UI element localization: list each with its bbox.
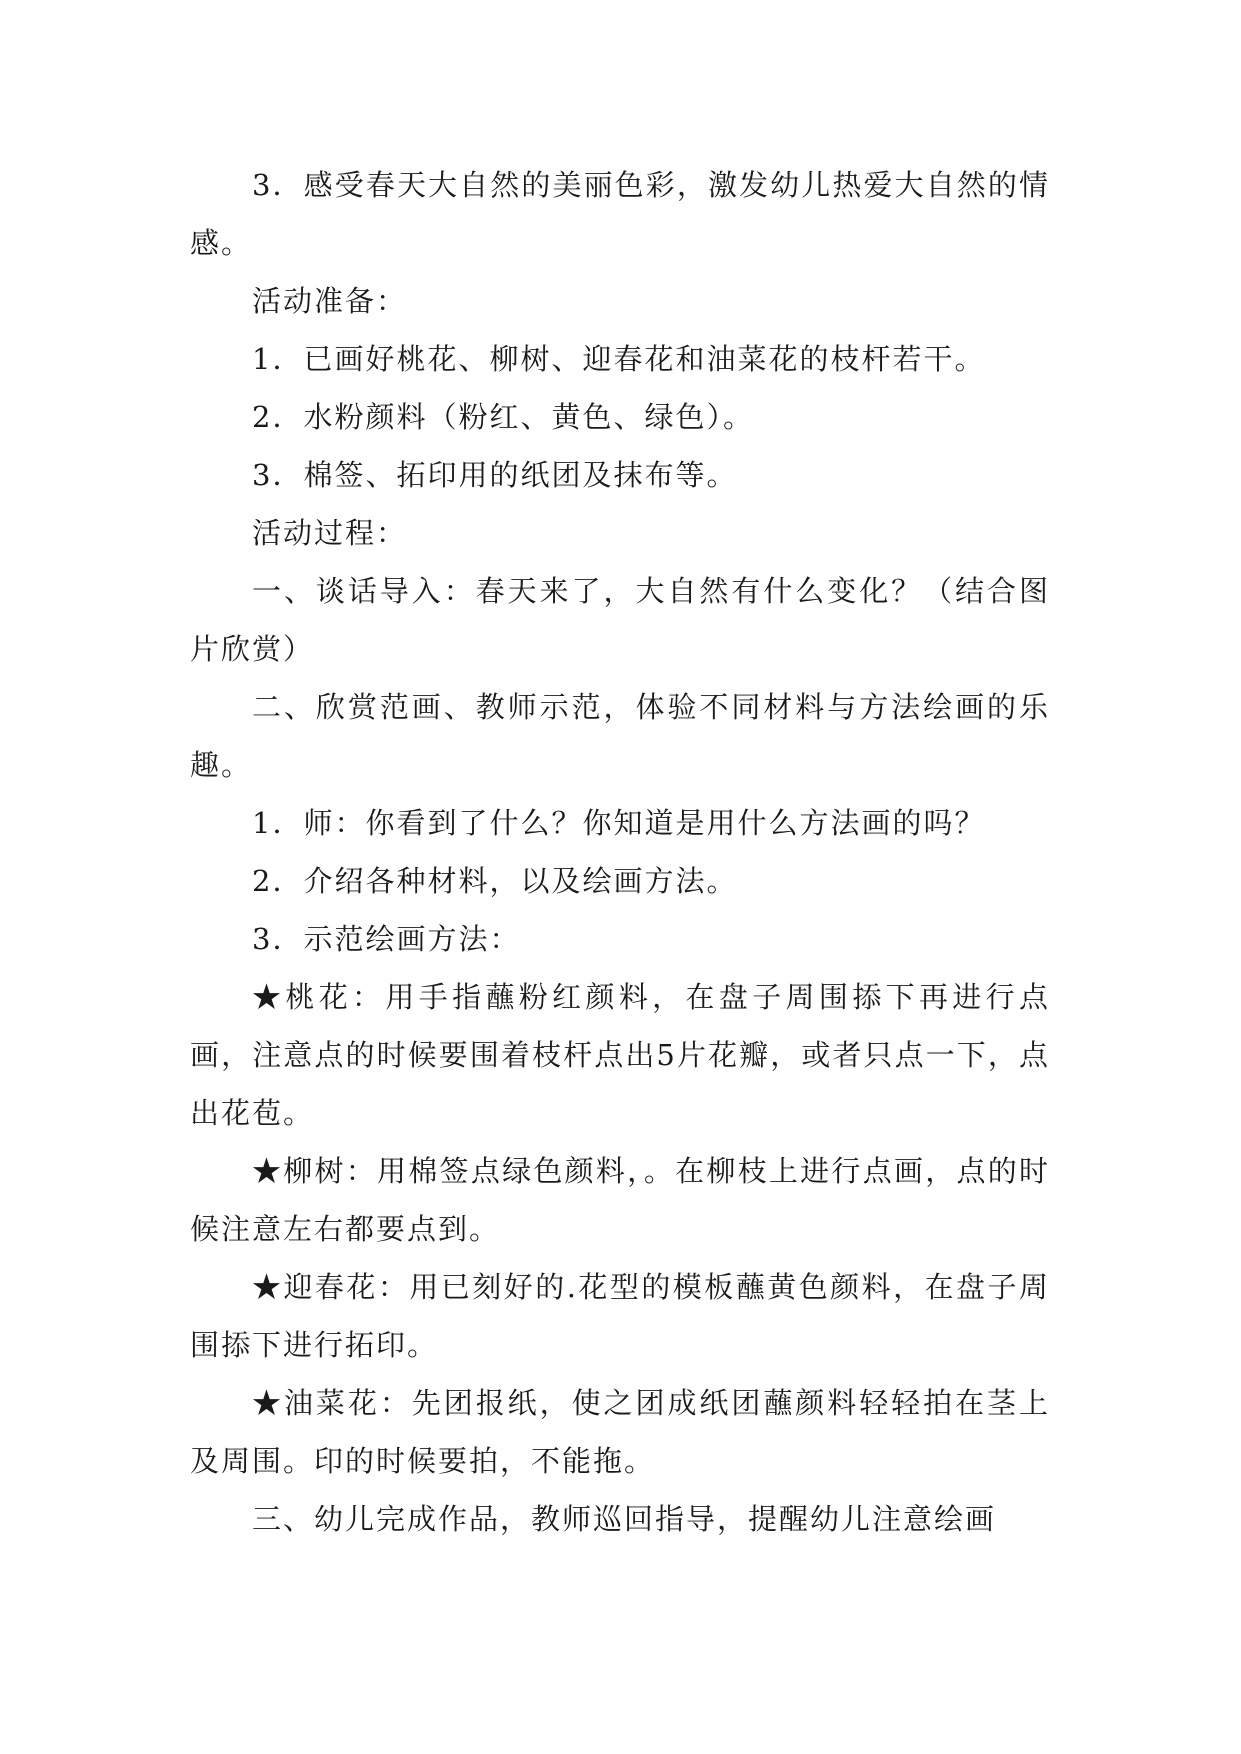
paragraph: 二、欣赏范画、教师示范，体验不同材料与方法绘画的乐趣。 [190, 690, 1050, 782]
list-item: 3．示范绘画方法： [252, 922, 521, 956]
list-item: 1．师：你看到了什么？你知道是用什么方法画的吗？ [252, 806, 986, 840]
star-item: ★迎春花：用已刻好的.花型的模板蘸黄色颜料，在盘子周围掭下进行拓印。 [190, 1270, 1050, 1362]
paragraph: 3．感受春天大自然的美丽色彩，激发幼儿热爱大自然的情感。 [190, 168, 1050, 260]
star-item: ★柳树：用棉签点绿色颜料，。在柳枝上进行点画，点的时候注意左右都要点到。 [190, 1154, 1050, 1246]
list-item: 2．介绍各种材料，以及绘画方法。 [252, 864, 738, 898]
section-heading: 活动过程： [252, 516, 408, 550]
list-item: 1．已画好桃花、柳树、迎春花和油菜花的枝杆若干。 [252, 342, 986, 376]
paragraph: 一、谈话导入：春天来了，大自然有什么变化？（结合图片欣赏） [190, 574, 1050, 666]
star-item: ★油菜花：先团报纸，使之团成纸团蘸颜料轻轻拍在茎上及周围。印的时候要拍，不能拖。 [190, 1386, 1050, 1478]
list-item: 3．棉签、拓印用的纸团及抹布等。 [252, 458, 738, 492]
document-body [190, 156, 1050, 1548]
paragraph: 三、幼儿完成作品，教师巡回指导，提醒幼儿注意绘画 [252, 1502, 997, 1536]
list-item: 2．水粉颜料（粉红、黄色、绿色）。 [252, 400, 754, 434]
section-heading: 活动准备： [252, 284, 408, 318]
star-item: ★桃花：用手指蘸粉红颜料，在盘子周围掭下再进行点画，注意点的时候要围着枝杆点出5片花瓣，或者只点一下，点出花苞。 [190, 980, 1050, 1130]
